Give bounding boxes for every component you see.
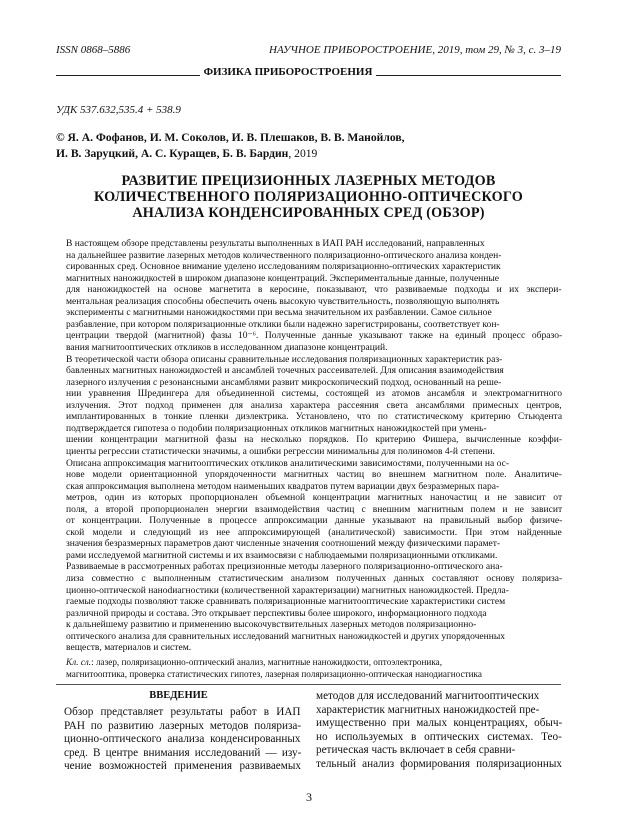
abstract-line: бавленных магнитных наножидкостей и ансамблей точечных рассеивателей. Для описания взаимодействия	[66, 365, 504, 377]
abstract-line: циенты регрессии статистически значимы, а ошибки регрессии минимальны для полиномов 4-й степени.	[66, 445, 495, 457]
abstract-line: имплантированных в тонкие пленки диэлектрика. Установлено, что по статистическому критерию Стьюдента	[66, 411, 563, 423]
abstract-line: центрации твердой (магнитной) фазы 10⁻⁶. Полученные данные указывают также на единый процесс образо-	[66, 330, 563, 342]
abstract-line: лазерного излучения с резонансными ансамблями развит микроскопический подход, основанный на реше-	[66, 376, 502, 388]
intro-right-line: тельный анализ формирования поляризационных	[316, 758, 562, 770]
abstract-line: от концентрации. Полученные в процессе аппроксимации данные указывают на правильный выбор физиче-	[66, 515, 563, 527]
authors-names: И. В. Заруцкий, А. С. Куращев, Б. В. Бардин	[56, 147, 289, 160]
abstract-line: различной природы и состава. Это открывает перспективы более широкого, информационного подхода	[66, 607, 487, 619]
abstract-line: нии уравнения Шредингера для объединенной системы, состоящей из атомов ансамбля и электромагнитного	[66, 388, 563, 400]
article-title-line-1: РАЗВИТИЕ ПРЕЦИЗИОННЫХ ЛАЗЕРНЫХ МЕТОДОВ	[121, 173, 496, 189]
section-title: ФИЗИКА ПРИБОРОСТРОЕНИЯ	[203, 66, 373, 78]
abstract-line: разбавление, при котором поляризационные отклики были надежно зарегистрированы, соответствует кон-	[66, 318, 500, 330]
abstract-separator	[56, 684, 561, 685]
abstract-line: излучения. Этот подход применен для анализа характера рассеяния света ансамблями примесных центров,	[66, 399, 562, 411]
abstract-line: лиза совместно с выполненным статистическим анализом полученных данных составляют основу поляриза-	[66, 573, 563, 584]
publication-year: , 2019	[288, 147, 318, 160]
abstract-line: шении концентрации магнитной фазы на несколько порядков. По критерию Фишера, вычисленные коэффи-	[66, 434, 563, 446]
abstract-line: поля, а второй пропорционален энергии взаимодействия частиц с внешним магнитным полем и не зависит	[66, 503, 563, 515]
abstract-line: на дальнейшее развитие лазерных методов количественного поляризационно-оптического анализа конден-	[66, 249, 502, 261]
abstract-line: подтверждается гипотеза о подобии поляризационных откликов магнитных наножидкостей при умень-	[66, 422, 487, 434]
intro-left-line: ционно-оптического анализа конденсированных	[64, 733, 301, 746]
udc-code: УДК 537.632,535.4 + 538.9	[56, 104, 181, 116]
abstract-line: метров, один из которых пропорционален объемной концентрации магнитных наночастиц и не зависит от	[66, 492, 563, 504]
abstract-line: вания магнитооптических откликов в исследованном диапазоне концентраций.	[66, 342, 388, 353]
abstract-line: оптического анализа для сравнительных исследований магнитных наножидкостей и других упорядоченных	[66, 630, 506, 642]
abstract-line: Описана аппроксимация магнитооптических откликов аналитическими зависимостями, полученными на ос-	[66, 457, 510, 469]
article-title-line-3: АНАЛИЗА КОНДЕНСИРОВАННЫХ СРЕД (ОБЗОР)	[132, 205, 485, 221]
abstract-line: рами исследуемой магнитной системы и их взаимосвязи с наблюдаемыми поляризационными откликами.	[66, 549, 498, 561]
section-rule-left	[56, 75, 200, 76]
journal-issn: ISSN 0868–5886	[56, 44, 131, 56]
page-number: 3	[306, 790, 312, 804]
keywords-line-1: : лазер, поляризационно-оптический анализ, магнитные наножидкости, оптоэлектроника,	[91, 657, 443, 667]
intro-right-line: методов для исследований магнитооптических	[316, 690, 540, 702]
abstract-line: Развиваемые в рассмотренных работах прецизионные методы лазерного поляризационно-оптического ана-	[66, 561, 503, 573]
abstract-line: ментальная реализация способны обеспечить очень высокую чувствительность, позволяющую выполнять	[66, 295, 500, 307]
intro-right-line: имущественно при малых концентрациях, обыч-	[316, 717, 563, 730]
keywords	[66, 657, 562, 680]
abstract-line: эксперименты с магнитными наножидкостями при весьма значительном их разбавлении. Самое сильное	[66, 307, 492, 319]
introduction-heading: ВВЕДЕНИЕ	[149, 690, 208, 701]
article-title-line-2: КОЛИЧЕСТВЕННОГО ПОЛЯРИЗАЦИОННО-ОПТИЧЕСКОГО	[93, 189, 524, 205]
intro-left-line: сред. В центре внимания исследований — изу-	[64, 746, 302, 759]
intro-left-line: чение возможностей применения развиваемых	[64, 760, 301, 773]
abstract-line: В настоящем обзоре представлены результаты выполненных в ИАП РАН исследований, направленных	[66, 238, 485, 249]
section-rule-right	[376, 75, 561, 76]
intro-left-line: РАН по развитию лазерных методов поляриза-	[64, 719, 302, 732]
intro-left-line: Обзор представляет результаты работ в ИАП	[64, 706, 301, 718]
abstract-line: магнитных наножидкостей в широком диапазоне концентраций. Экспериментальные данные, полученные	[66, 272, 500, 284]
keywords-label: Кл. сл.	[66, 657, 92, 667]
intro-right-line: ретическая часть включает в себя сравни-	[316, 744, 516, 757]
journal-reference: НАУЧНОЕ ПРИБОРОСТРОЕНИЕ, 2019, том 29, № 3, c. 3–19	[269, 44, 561, 56]
abstract-line: сированных сред. Основное внимание уделено исследованиям поляризационно-оптических характеристик	[66, 261, 501, 273]
abstract-line: веществ, материалов и систем.	[66, 642, 192, 654]
abstract-line: ская аппроксимация выполнена методом наименьших квадратов путем вариации двух безразмерных пара-	[66, 480, 500, 492]
abstract-line: гаемые подходы позволяют также сравнивать поляризационные магнитооптические характеристики систем	[66, 596, 506, 608]
abstract-line: значения безразмерных параметров дают численные значения соотношений между физическими парамет-	[66, 538, 501, 550]
abstract-line: нове модели ориентационной упорядоченности магнитных частиц во внешнем магнитном поле. Аналитиче-	[66, 469, 562, 480]
keywords-line-2: магнитооптика, проверка статистических гипотез, лазерная поляризационно-оптическая нанодиагностика	[66, 668, 482, 679]
intro-right-line: характеристик магнитных наножидкостей пре-	[316, 703, 540, 716]
abstract-line: ционно-оптической наноdиагностики (количественной характеризации) магнитных наножидкостей. Предла-	[66, 584, 509, 596]
abstract-line: В теоретической части обзора описаны сравнительные исследования поляризационных характеристик раз-	[66, 353, 503, 365]
abstract-line: для наножидкостей на основе магнетита в керосине, показывают, что развиваемые подходы и их экспери-	[66, 284, 562, 296]
authors-line-2	[56, 147, 317, 160]
intro-right-line: но используемых в оптических системах. Тео-	[316, 730, 562, 743]
authors-line-1: © Я. А. Фофанов, И. М. Соколов, И. В. Плешаков, В. В. Манойлов,	[56, 131, 405, 144]
abstract-line: ской модели и следующий из нее аппроксимирующей (аналитической) зависимости. При этом найденные	[66, 526, 562, 538]
abstract-line: к дальнейшему развитию и применению высокочувствительных лазерных методов поляризационно-	[66, 619, 477, 631]
